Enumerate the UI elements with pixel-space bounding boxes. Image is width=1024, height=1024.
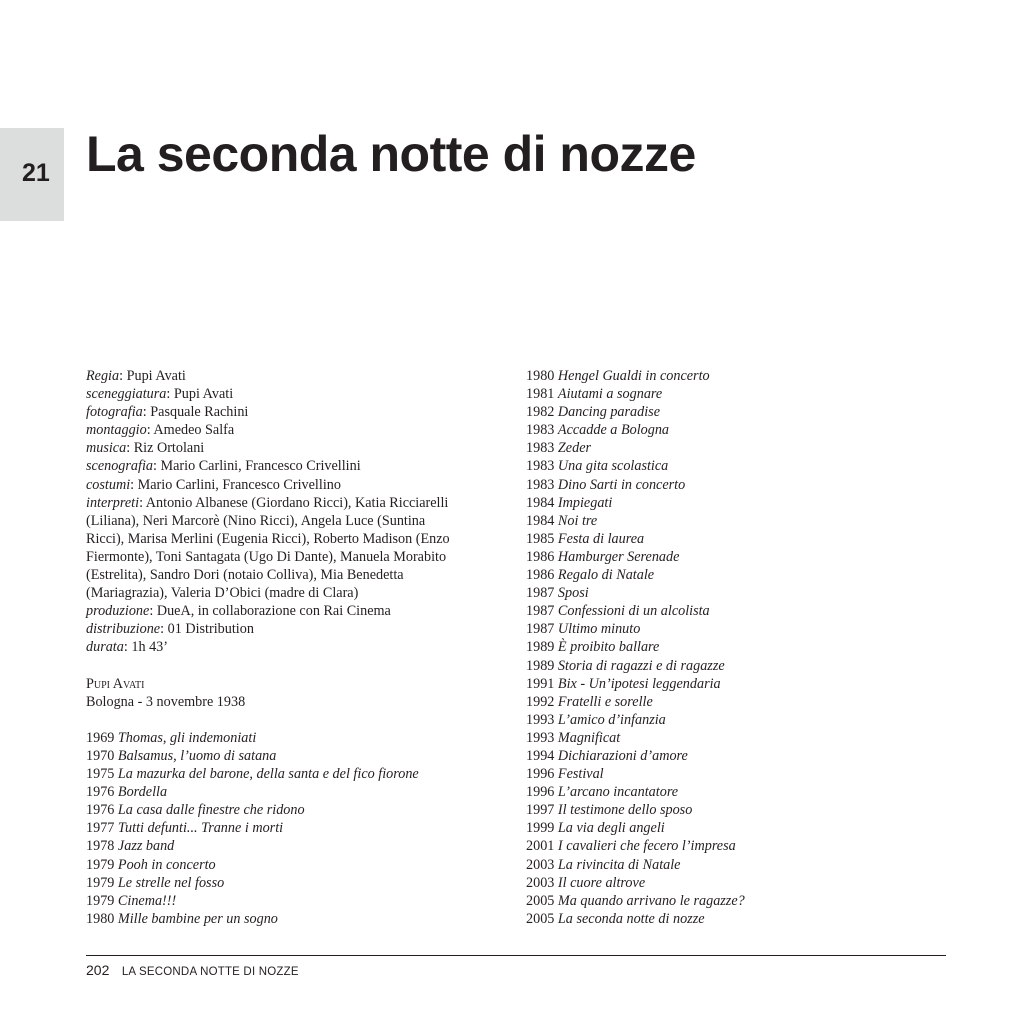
filmography-entry xyxy=(526,512,946,530)
film-title: Festa di laurea xyxy=(557,530,645,547)
film-title: Pooh in concerto xyxy=(117,856,216,873)
running-head: LA SECONDA NOTTE DI NOZZE xyxy=(121,966,299,978)
credit-line: sceneggiatura: Pupi Avati xyxy=(86,386,234,403)
filmography-entry xyxy=(526,729,946,747)
film-title: Confessioni di un alcolista xyxy=(557,603,710,620)
film-year: 2001 xyxy=(526,838,555,855)
film-year: 1977 xyxy=(86,820,115,837)
filmography-entry xyxy=(526,620,946,638)
film-year: 1979 xyxy=(86,892,115,909)
filmography-entry xyxy=(526,801,946,819)
filmography-entry xyxy=(526,548,946,566)
credit-role: costumi xyxy=(86,476,131,493)
film-title: L’amico d’infanzia xyxy=(557,711,666,728)
film-year: 1983 xyxy=(526,458,555,475)
filmography-entry xyxy=(526,421,946,439)
film-title: Dino Sarti in concerto xyxy=(557,476,686,493)
credits-list xyxy=(86,367,506,494)
filmography-entry xyxy=(526,747,946,765)
page-number: 202 xyxy=(86,962,110,978)
credit-value: DueA, in collaborazione con Rai Cinema xyxy=(156,603,391,620)
film-year: 1983 xyxy=(526,476,555,493)
left-column xyxy=(86,367,506,928)
right-column xyxy=(526,367,946,928)
film-year: 1984 xyxy=(526,494,555,511)
film-year: 1980 xyxy=(526,368,555,384)
film-title: Impiegati xyxy=(557,494,613,511)
film-title: La via degli angeli xyxy=(557,820,665,837)
filmography-entry xyxy=(526,385,946,403)
credit-line: costumi: Mario Carlini, Francesco Crivellino xyxy=(86,476,341,493)
film-title: La mazurka del barone, della santa e del fico fiorone xyxy=(117,766,419,783)
film-year: 1996 xyxy=(526,766,555,783)
credit-value: Pasquale Rachini xyxy=(150,404,249,421)
film-title: Accadde a Bologna xyxy=(557,422,670,439)
footer-rule xyxy=(86,955,946,956)
film-title: Magnificat xyxy=(557,729,621,746)
film-year: 1969 xyxy=(86,729,115,746)
film-title: Ma quando arrivano le ragazze? xyxy=(557,892,745,909)
film-title: Jazz band xyxy=(117,838,175,855)
film-year: 1981 xyxy=(526,386,555,403)
filmography-entry xyxy=(526,530,946,548)
film-year: 1984 xyxy=(526,512,555,529)
film-year: 1985 xyxy=(526,530,555,547)
credit-role: durata xyxy=(86,639,124,656)
film-title: Zeder xyxy=(557,440,592,457)
film-title: È proibito ballare xyxy=(557,639,660,656)
cast-text: Antonio Albanese (Giordano Ricci), Katia Ricciarelli xyxy=(145,494,449,511)
film-title: Thomas, gli indemoniati xyxy=(117,729,257,746)
film-year: 1986 xyxy=(526,567,555,584)
film-title: Bix - Un’ipotesi leggendaria xyxy=(557,675,721,692)
film-title: Hamburger Serenade xyxy=(557,548,680,565)
cast-line: (Estrelita), Sandro Dori (notaio Colliva), Mia Benedetta xyxy=(86,567,404,584)
film-title: Regalo di Natale xyxy=(557,567,655,584)
film-title: Dancing paradise xyxy=(557,404,660,421)
credit-role: musica xyxy=(86,440,127,457)
film-title: Ultimo minuto xyxy=(557,621,641,638)
filmography-entry xyxy=(526,403,946,421)
credit-value: Amedeo Salfa xyxy=(153,422,235,439)
spacer xyxy=(86,657,506,675)
filmography-entry xyxy=(526,439,946,457)
filmography-entry xyxy=(86,765,506,783)
film-year: 1986 xyxy=(526,548,555,565)
film-year: 1976 xyxy=(86,802,115,819)
credit-role: produzione xyxy=(86,603,150,620)
filmography-entry xyxy=(86,874,506,892)
film-title: Aiutami a sognare xyxy=(557,386,663,403)
film-title: Noi tre xyxy=(557,512,598,529)
credit-role: interpreti xyxy=(86,494,140,511)
cast-line: interpreti: Antonio Albanese (Giordano Ricci), Katia Ricciarelli xyxy=(86,494,449,511)
filmography-entry xyxy=(526,494,946,512)
film-title: Storia di ragazzi e di ragazze xyxy=(557,657,725,674)
cast-line: Fiermonte), Toni Santagata (Ugo Di Dante), Manuela Morabito xyxy=(86,548,447,565)
cast-line: Ricci), Marisa Merlini (Eugenia Ricci), Roberto Madison (Enzo xyxy=(86,530,450,547)
credit-line: Regia: Pupi Avati xyxy=(86,368,186,384)
film-year: 1979 xyxy=(86,874,115,891)
film-year: 1980 xyxy=(86,910,115,927)
film-year: 1978 xyxy=(86,838,115,855)
credit-line: montaggio: Amedeo Salfa xyxy=(86,422,235,439)
film-title: Balsamus, l’uomo di satana xyxy=(117,747,277,764)
film-title: Hengel Gualdi in concerto xyxy=(557,368,710,384)
filmography-entry xyxy=(86,910,506,928)
film-year: 1983 xyxy=(526,440,555,457)
film-title: I cavalieri che fecero l’impresa xyxy=(557,838,736,855)
film-year: 1993 xyxy=(526,711,555,728)
film-title: Tutti defunti... Tranne i morti xyxy=(117,820,284,837)
filmography-entry xyxy=(526,874,946,892)
filmography-left xyxy=(86,729,506,928)
cast-block xyxy=(86,494,506,603)
filmography-entry xyxy=(86,747,506,765)
credit-value: 01 Distribution xyxy=(167,621,254,638)
film-title: Dichiarazioni d’amore xyxy=(557,747,688,764)
cast-line: (Mariagrazia), Valeria D’Obici (madre di Clara) xyxy=(86,585,359,602)
film-title: La rivincita di Natale xyxy=(557,856,681,873)
film-year: 1987 xyxy=(526,621,555,638)
credits-after-list xyxy=(86,602,506,656)
director-name: Pupi Avati xyxy=(86,675,145,692)
film-year: 1993 xyxy=(526,729,555,746)
film-title: Cinema!!! xyxy=(117,892,177,909)
film-title: Mille bambine per un sogno xyxy=(117,910,278,927)
credit-value: Mario Carlini, Francesco Crivellino xyxy=(137,476,341,493)
filmography-entry xyxy=(526,819,946,837)
filmography-entry xyxy=(86,783,506,801)
film-year: 2005 xyxy=(526,892,555,909)
film-year: 1970 xyxy=(86,747,115,764)
filmography-entry xyxy=(526,657,946,675)
film-year: 2003 xyxy=(526,874,555,891)
film-title: La casa dalle finestre che ridono xyxy=(117,802,305,819)
cast-line: (Liliana), Neri Marcorè (Nino Ricci), Angela Luce (Suntina xyxy=(86,512,426,529)
filmography-right xyxy=(526,367,946,928)
credit-role: scenografia xyxy=(86,458,153,475)
page-title: La seconda notte di nozze xyxy=(86,126,696,182)
filmography-entry xyxy=(526,367,946,385)
filmography-entry xyxy=(86,801,506,819)
film-title: Bordella xyxy=(117,784,168,801)
director-birth: Bologna - 3 novembre 1938 xyxy=(86,693,246,710)
filmography-entry xyxy=(526,638,946,656)
filmography-entry xyxy=(526,856,946,874)
film-title: Il testimone dello sposo xyxy=(557,802,693,819)
film-title: La seconda notte di nozze xyxy=(557,910,705,927)
credit-value: Pupi Avati xyxy=(126,368,186,384)
film-year: 1979 xyxy=(86,856,115,873)
film-year: 1992 xyxy=(526,693,555,710)
filmography-entry xyxy=(526,602,946,620)
film-title: Sposi xyxy=(557,585,589,602)
film-year: 1989 xyxy=(526,639,555,656)
credit-line: musica: Riz Ortolani xyxy=(86,440,205,457)
film-title: L’arcano incantatore xyxy=(557,784,679,801)
film-year: 1987 xyxy=(526,585,555,602)
credit-value: Riz Ortolani xyxy=(133,440,205,457)
filmography-entry xyxy=(86,856,506,874)
film-year: 1989 xyxy=(526,657,555,674)
filmography-entry xyxy=(526,693,946,711)
filmography-entry xyxy=(526,566,946,584)
credit-role: fotografia xyxy=(86,404,143,421)
filmography-entry xyxy=(526,476,946,494)
credit-line: produzione: DueA, in collaborazione con Rai Cinema xyxy=(86,603,391,620)
credit-role: montaggio xyxy=(86,422,147,439)
credit-line: durata: 1h 43’ xyxy=(86,639,168,656)
filmography-entry xyxy=(526,711,946,729)
film-title: Una gita scolastica xyxy=(557,458,669,475)
film-year: 2003 xyxy=(526,856,555,873)
filmography-entry xyxy=(526,765,946,783)
film-year: 1983 xyxy=(526,422,555,439)
film-year: 1975 xyxy=(86,766,115,783)
filmography-entry xyxy=(526,783,946,801)
film-title: Il cuore altrove xyxy=(557,874,646,891)
filmography-entry xyxy=(526,837,946,855)
film-year: 1997 xyxy=(526,802,555,819)
credit-value: Pupi Avati xyxy=(173,386,234,403)
film-year: 1996 xyxy=(526,784,555,801)
film-year: 1999 xyxy=(526,820,555,837)
credit-line: distribuzione: 01 Distribution xyxy=(86,621,254,638)
film-title: Fratelli e sorelle xyxy=(557,693,653,710)
film-year: 1987 xyxy=(526,603,555,620)
credit-line: fotografia: Pasquale Rachini xyxy=(86,404,249,421)
filmography-entry xyxy=(526,584,946,602)
credit-role: distribuzione xyxy=(86,621,161,638)
credit-value: Mario Carlini, Francesco Crivellini xyxy=(160,458,361,475)
filmography-entry xyxy=(86,837,506,855)
page-footer xyxy=(86,962,299,980)
credit-value: 1h 43’ xyxy=(131,639,168,656)
credit-role: Regia xyxy=(86,368,120,384)
filmography-entry xyxy=(526,910,946,928)
filmography-entry xyxy=(86,729,506,747)
filmography-entry xyxy=(86,892,506,910)
filmography-entry xyxy=(526,892,946,910)
film-year: 1982 xyxy=(526,404,555,421)
filmography-entry xyxy=(526,457,946,475)
filmography-entry xyxy=(86,819,506,837)
chapter-number: 21 xyxy=(22,159,50,187)
filmography-entry xyxy=(526,675,946,693)
credit-role: sceneggiatura xyxy=(86,386,167,403)
credit-line: scenografia: Mario Carlini, Francesco Crivellini xyxy=(86,458,361,475)
spacer xyxy=(86,711,506,729)
film-year: 1976 xyxy=(86,784,115,801)
film-year: 1994 xyxy=(526,747,555,764)
film-year: 1991 xyxy=(526,675,555,692)
film-year: 2005 xyxy=(526,910,555,927)
film-title: Le strelle nel fosso xyxy=(117,874,225,891)
film-title: Festival xyxy=(557,766,604,783)
